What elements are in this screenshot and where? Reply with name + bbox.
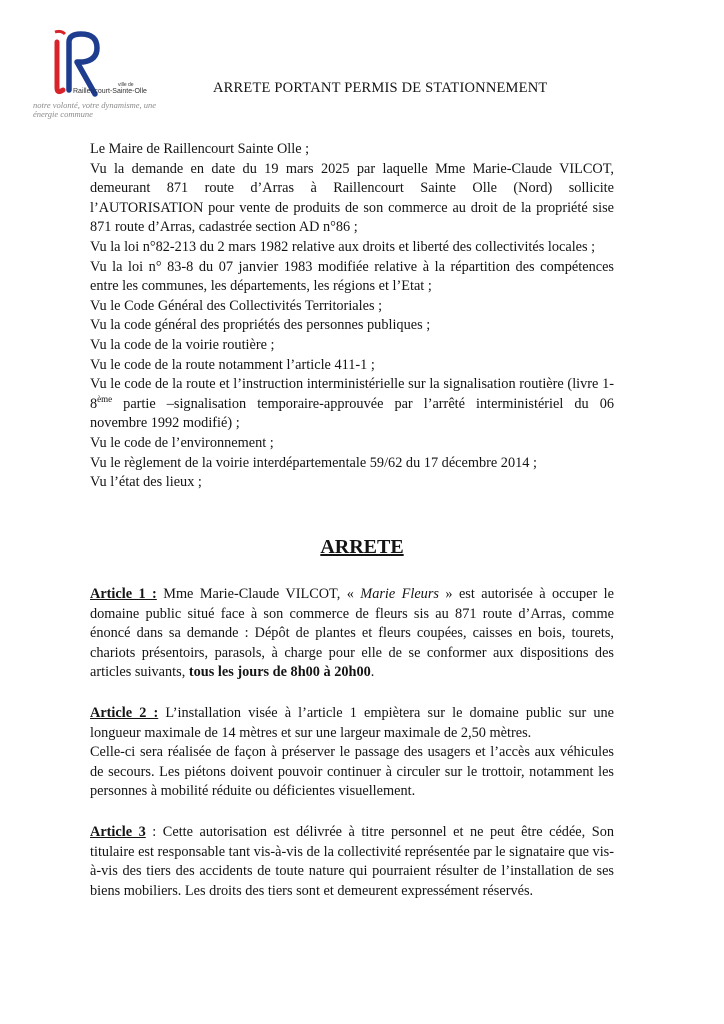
- article-2-text: L’installation visée à l’article 1 empiètera sur le domaine public sur une longueur maximale de 14 mètres et sur une largeur maximale de 2,50 mètres.: [90, 705, 615, 741]
- preamble-item: Vu l’état des lieux ;: [90, 474, 202, 491]
- article-3-text: : Cette autorisation est délivrée à titre personnel et ne peut être cédée, Son titulaire est responsable tant vis-à-vis de la collectivité représentée par le signataire que vis-à-vis des tiers des accidents de toute nature qui pourraient résulter de l’installation de ses biens mobiliers. Les droits des tiers sont et demeurent expressément réservés.: [90, 824, 614, 899]
- preamble-item: Vu la code général des propriétés des personnes publiques ;: [90, 317, 431, 334]
- preamble-item: Vu la loi n° 83-8 du 07 janvier 1983 modifiée relative à la répartition des compétences entre les communes, les départements, les régions et l’Etat ;: [90, 258, 614, 295]
- article-1: [90, 585, 614, 683]
- preamble-list: [90, 140, 614, 493]
- livre-superscript: ème: [97, 393, 113, 404]
- logo-motto: notre volonté, votre dynamisme, une énergie commune: [33, 100, 157, 119]
- article-2: [90, 704, 614, 802]
- article-1-text-b: » est autorisée à occuper le domaine public situé face à son commerce de fleurs sis au 871 route d’Arras, comme énoncé dans sa demande : Dépôt de plantes et fleurs coupées, caisses en bois, tourets, chariots présentoirs, parasols, à charge pour elle de se conformer aux dispositions des articles suivants,: [90, 586, 614, 681]
- preamble-item: Vu la demande en date du 19 mars 2025 par laquelle Mme Marie-Claude VILCOT, demeurant 871 route d’Arras à Raillencourt Sainte Olle (Nord) sollicite l’AUTORISATION pour vente de produits de son commerce au droit de la propriété sise 871 route d’Arras, cadastrée section AD n°86 ;: [90, 160, 614, 236]
- article-1-hours: tous les jours de 8h00 à 20h00: [188, 664, 371, 681]
- preamble-item: Vu la code de la voirie routière ;: [90, 336, 275, 353]
- article-1-end: .: [370, 664, 375, 681]
- preamble-item: Le Maire de Raillencourt Sainte Olle ;: [90, 141, 310, 157]
- logo-ville-de: ville de: [118, 82, 134, 88]
- article-3-label: Article 3: [90, 824, 146, 840]
- logo-town-name: Raillencourt-Sainte-Olle: [73, 88, 147, 95]
- article-1-label: Article 1 :: [90, 586, 157, 602]
- preamble-item: Vu la loi n°82-213 du 2 mars 1982 relative aux droits et liberté des collectivités locales ;: [90, 238, 596, 255]
- preamble-item: Vu le code de l’environnement ;: [90, 434, 274, 451]
- article-3: [90, 823, 614, 901]
- article-1-business-name: Marie Fleurs: [360, 586, 439, 602]
- livre-text-before: Vu le code de la route et l’instruction interministérielle sur la signalisation routière (livre 1-8: [90, 376, 614, 412]
- preamble-item: Vu le règlement de la voirie interdépartementale 59/62 du 17 décembre 2014 ;: [90, 454, 537, 471]
- preamble-item-signalisation: [90, 375, 614, 434]
- preamble-item: Vu le Code Général des Collectivités Territoriales ;: [90, 297, 383, 314]
- preamble-item: Vu le code de la route notamment l’article 411-1 ;: [90, 356, 375, 373]
- article-2-text-2: Celle-ci sera réalisée de façon à préserver le passage des usagers et l’accès aux véhicules de secours. Les piétons doivent pouvoir continuer à circuler sur le trottoir, notamment les personnes à mobilité réduite ou déficientes visuellement.: [90, 744, 614, 800]
- document-title: ARRETE PORTANT PERMIS DE STATIONNEMENT: [213, 80, 548, 96]
- article-1-text-a: Mme Marie-Claude VILCOT, «: [156, 586, 361, 602]
- article-2-label: Article 2 :: [90, 705, 159, 721]
- arrete-heading: ARRETE: [320, 536, 404, 558]
- municipal-logo: [33, 22, 163, 122]
- livre-text-after: partie –signalisation temporaire-approuvée par l’arrêté interministériel du 06 novembre 1992 modifié) ;: [90, 395, 614, 432]
